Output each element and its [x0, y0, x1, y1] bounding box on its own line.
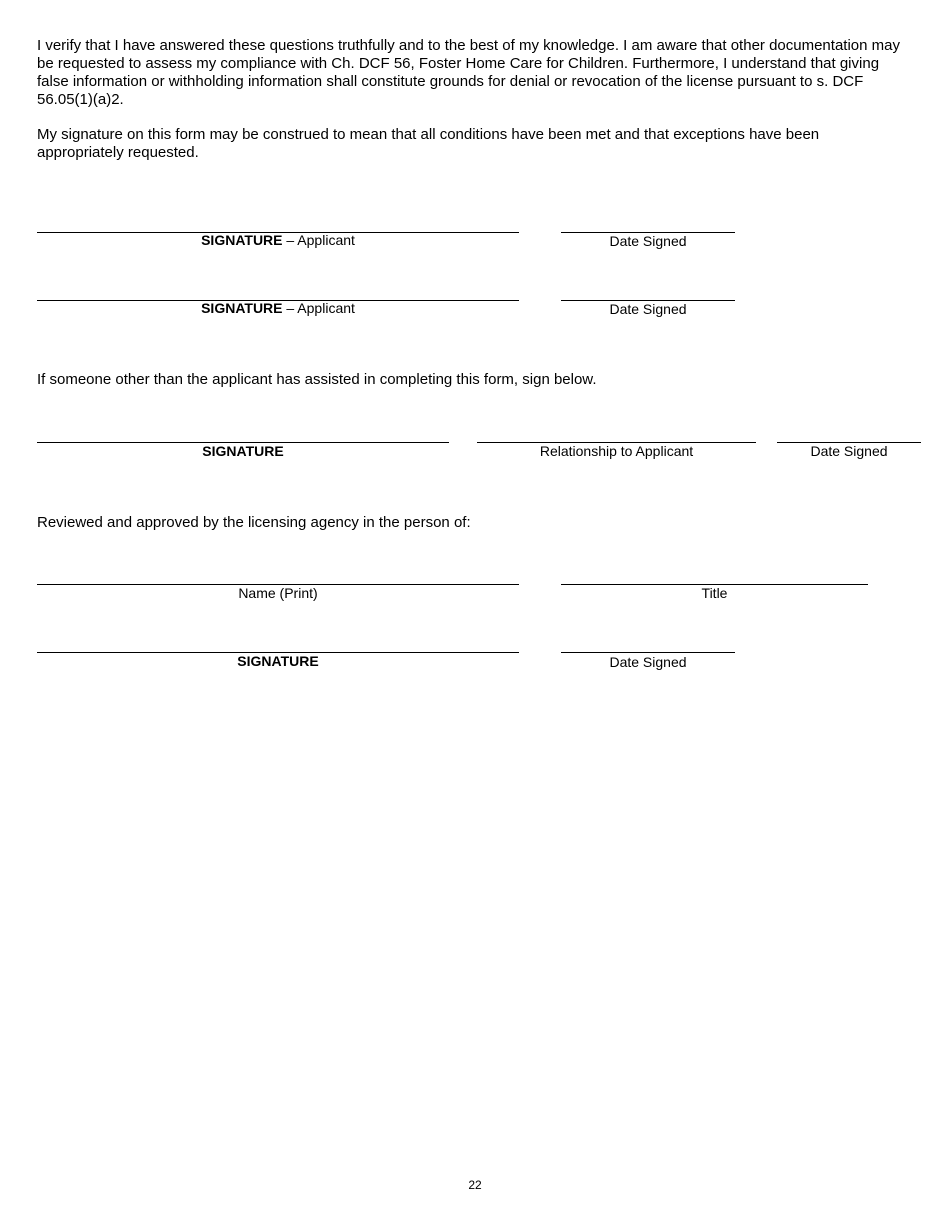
applicant-2-signature-caption: [37, 300, 519, 316]
applicant-1-signature-caption: [37, 232, 519, 248]
agency-date-caption: Date Signed: [609, 654, 687, 670]
agency-title-caption: Title: [701, 585, 728, 601]
agency-date-line[interactable]: [561, 652, 735, 653]
applicant-2-date-caption: Date Signed: [609, 301, 687, 317]
signature-label-bold: SIGNATURE: [201, 300, 283, 316]
relationship-caption: Relationship to Applicant: [539, 443, 694, 459]
agency-signature-caption: [37, 653, 519, 669]
signature-meaning-paragraph: My signature on this form may be construed to mean that all conditions have been met and that exceptions have been appropriately requested.: [37, 126, 820, 161]
assistant-signature-caption: [37, 443, 449, 459]
page-number: 22: [468, 1178, 482, 1192]
assistant-signature-label: SIGNATURE: [202, 443, 284, 459]
agency-signature-label: SIGNATURE: [237, 653, 319, 669]
signature-label-role: – Applicant: [282, 232, 355, 248]
agency-review-paragraph: Reviewed and approved by the licensing agency in the person of:: [37, 514, 471, 531]
assistant-date-caption: Date Signed: [810, 443, 888, 459]
agency-name-caption: Name (Print): [238, 585, 318, 601]
signature-label-role: – Applicant: [282, 300, 355, 316]
applicant-1-date-caption: Date Signed: [609, 233, 687, 249]
verification-paragraph: I verify that I have answered these questions truthfully and to the best of my knowledge. I am aware that other documentation may be requested to assess my compliance with Ch. DCF 56, Foster Home Care for Children. Furthermore, I understand that giving false information or withholding information shall constitute grounds for denial or revocation of the license pursuant to s. DCF 56.05(1)(a)2.: [37, 37, 900, 108]
assistance-note-paragraph: If someone other than the applicant has assisted in completing this form, sign below.: [37, 371, 597, 388]
signature-label-bold: SIGNATURE: [201, 232, 283, 248]
